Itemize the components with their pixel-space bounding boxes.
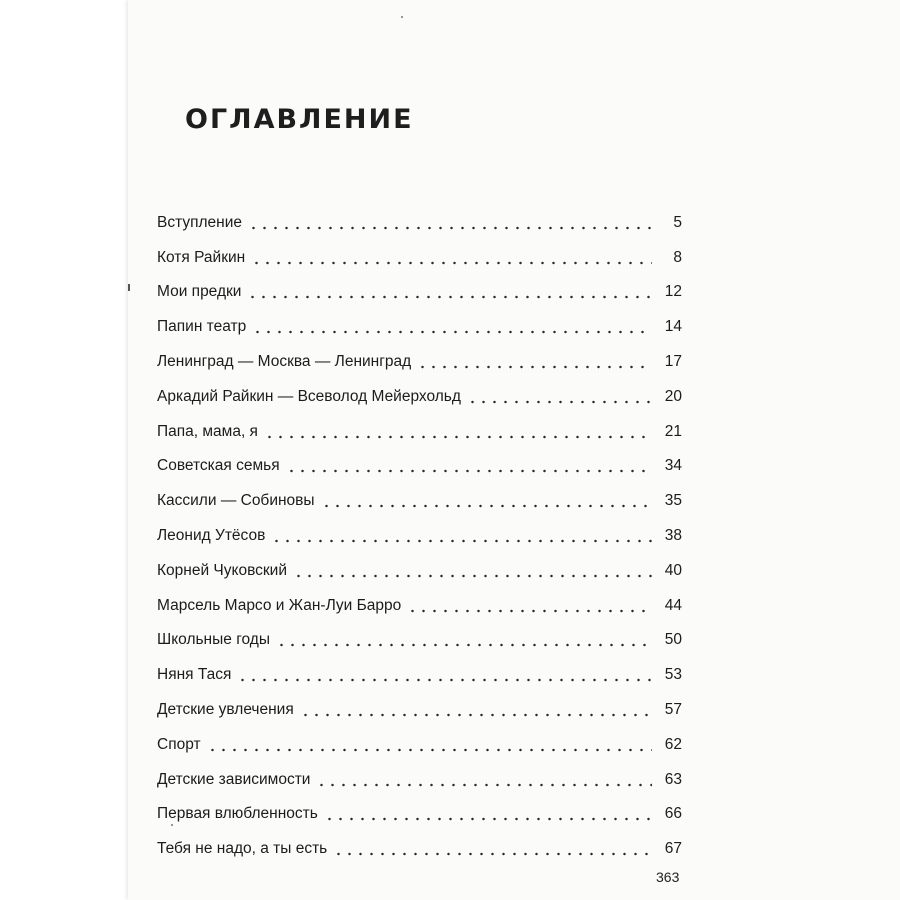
dot-leader <box>333 837 652 857</box>
toc-entry-page: 40 <box>664 561 682 579</box>
toc-entry-title: Котя Райкин <box>157 248 246 266</box>
dot-leader <box>324 802 652 822</box>
toc-entry <box>157 720 682 755</box>
dot-leader <box>417 350 652 370</box>
toc-entry-page: 14 <box>664 318 682 336</box>
toc-entry-title: Спорт <box>157 735 201 753</box>
toc-entry <box>157 476 682 511</box>
toc-entry-title: Первая влюбленность <box>157 805 318 823</box>
dot-leader <box>247 280 652 300</box>
toc-entry <box>157 790 682 825</box>
toc-entry <box>157 372 682 407</box>
dot-leader <box>300 698 652 718</box>
toc-entry-page: 67 <box>664 840 682 858</box>
table-of-contents <box>157 198 682 859</box>
toc-entry-title: Тебя не надо, а ты есть <box>157 840 328 858</box>
dot-leader <box>276 628 652 648</box>
toc-entry-page: 34 <box>664 457 682 475</box>
toc-entry-page: 21 <box>664 422 682 440</box>
toc-entry <box>157 407 682 442</box>
toc-entry-title: Леонид Утёсов <box>157 526 266 544</box>
toc-entry <box>157 511 682 546</box>
toc-entry <box>157 442 682 477</box>
toc-entry <box>157 824 682 859</box>
dot-leader <box>252 315 652 335</box>
toc-entry-page: 62 <box>664 735 682 753</box>
dot-leader <box>271 524 652 544</box>
toc-entry <box>157 685 682 720</box>
page-title: ОГЛАВЛЕНИЕ <box>185 104 414 136</box>
toc-entry-title: Папин театр <box>157 318 247 336</box>
dot-leader <box>237 663 652 683</box>
toc-entry <box>157 337 682 372</box>
toc-entry-title: Детские зависимости <box>157 770 311 788</box>
toc-entry-page: 50 <box>664 631 682 649</box>
toc-entry-title: Детские увлечения <box>157 700 294 718</box>
toc-entry <box>157 616 682 651</box>
toc-entry-page: 20 <box>664 387 682 405</box>
dot-leader <box>251 246 652 266</box>
toc-entry-title: Няня Тася <box>157 666 232 684</box>
toc-entry <box>157 650 682 685</box>
toc-entry-page: 17 <box>664 352 682 370</box>
toc-entry <box>157 233 682 268</box>
dot-leader <box>407 594 652 614</box>
toc-entry <box>157 755 682 790</box>
paper-speck <box>401 16 403 18</box>
dot-leader <box>316 768 652 788</box>
toc-entry-title: Вступление <box>157 213 243 231</box>
toc-entry-title: Мои предки <box>157 283 242 301</box>
toc-entry-title: Школьные годы <box>157 631 270 649</box>
toc-entry-title: Марсель Марсо и Жан-Луи Барро <box>157 596 402 614</box>
toc-entry-page: 38 <box>664 526 682 544</box>
toc-entry-page: 35 <box>664 492 682 510</box>
toc-entry <box>157 546 682 581</box>
toc-entry-title: Кассили — Собиновы <box>157 492 315 510</box>
toc-entry-page: 66 <box>664 805 682 823</box>
dot-leader <box>248 211 652 231</box>
toc-entry <box>157 581 682 616</box>
dot-leader <box>286 454 652 474</box>
dot-leader <box>321 489 652 509</box>
dot-leader <box>264 420 652 440</box>
toc-entry-title: Корней Чуковский <box>157 561 287 579</box>
toc-entry-page: 53 <box>664 666 682 684</box>
toc-entry-page: 8 <box>673 248 682 266</box>
page-edge-mark <box>128 284 130 291</box>
toc-entry-title: Советская семья <box>157 457 280 475</box>
toc-entry-title: Ленинград — Москва — Ленинград <box>157 352 412 370</box>
toc-entry-page: 5 <box>673 213 682 231</box>
dot-leader <box>207 733 652 753</box>
toc-entry <box>157 268 682 303</box>
toc-entry-page: 63 <box>664 770 682 788</box>
toc-entry <box>157 198 682 233</box>
dot-leader <box>467 385 652 405</box>
toc-entry-page: 57 <box>664 700 682 718</box>
toc-entry-title: Папа, мама, я <box>157 422 258 440</box>
toc-entry-page: 44 <box>664 596 682 614</box>
toc-entry-page: 12 <box>664 283 682 301</box>
toc-entry <box>157 302 682 337</box>
dot-leader <box>293 559 652 579</box>
toc-entry-title: Аркадий Райкин — Всеволод Мейерхольд <box>157 387 461 405</box>
page-number: 363 <box>656 869 680 885</box>
